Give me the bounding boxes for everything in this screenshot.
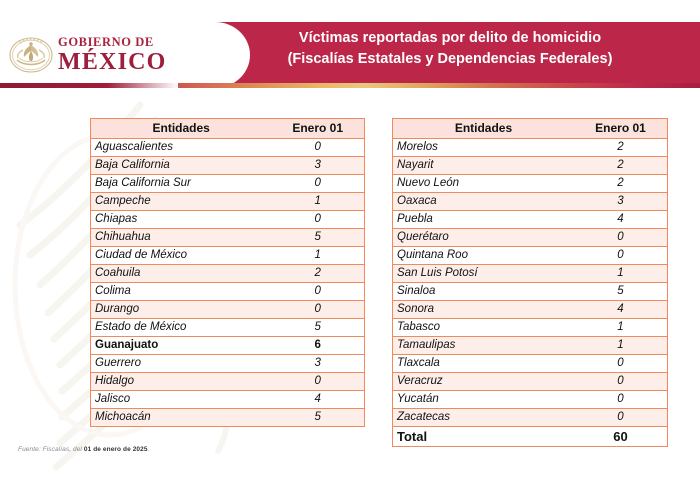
table-left-body	[91, 139, 365, 427]
cell-entidad: Jalisco	[91, 391, 272, 409]
cell-valor: 5	[574, 283, 668, 301]
cell-entidad: Tabasco	[393, 319, 575, 337]
cell-entidad: Sinaloa	[393, 283, 575, 301]
table-right-body	[393, 139, 668, 447]
table-row	[393, 175, 668, 193]
table-row	[393, 265, 668, 283]
cell-entidad: Sonora	[393, 301, 575, 319]
table-row	[91, 193, 365, 211]
source-note-suffix: .	[147, 446, 150, 453]
table-row	[393, 391, 668, 409]
table-right-head	[393, 119, 668, 139]
table-row	[91, 319, 365, 337]
cell-valor: 0	[271, 211, 364, 229]
page-title-line-2: (Fiscalías Estatales y Dependencias Federales)	[287, 51, 613, 68]
cell-entidad: Quintana Roo	[393, 247, 575, 265]
table-row	[393, 373, 668, 391]
table-row	[393, 139, 668, 157]
cell-valor: 2	[271, 265, 364, 283]
cell-valor: 3	[271, 355, 364, 373]
cell-entidad: Ciudad de México	[91, 247, 272, 265]
cell-entidad: Coahuila	[91, 265, 272, 283]
table-row	[393, 193, 668, 211]
cell-valor: 0	[574, 409, 668, 427]
cell-entidad: Aguascalientes	[91, 139, 272, 157]
source-note-prefix: Fuente: Fiscalías, del	[18, 446, 84, 453]
cell-valor: 4	[271, 391, 364, 409]
table-row	[91, 355, 365, 373]
table-row	[91, 175, 365, 193]
table-row	[393, 301, 668, 319]
table-row	[91, 157, 365, 175]
cell-entidad: Guanajuato	[91, 337, 272, 355]
cell-valor: 0	[574, 229, 668, 247]
cell-valor: 1	[271, 193, 364, 211]
table-header-row	[393, 119, 668, 139]
table-row	[91, 265, 365, 283]
table-left-head	[91, 119, 365, 139]
cell-valor: 0	[271, 175, 364, 193]
cell-entidad: Querétaro	[393, 229, 575, 247]
cell-entidad: Morelos	[393, 139, 575, 157]
cell-entidad: San Luis Potosí	[393, 265, 575, 283]
table-row	[91, 373, 365, 391]
cell-entidad: Nuevo León	[393, 175, 575, 193]
cell-valor: 2	[574, 175, 668, 193]
column-header-enero-01: Enero 01	[574, 119, 668, 139]
gobierno-de-mexico-logo	[8, 25, 198, 85]
table-row	[393, 229, 668, 247]
cell-entidad: Yucatán	[393, 391, 575, 409]
logo-line-gobierno-de: GOBIERNO DE	[58, 35, 154, 50]
table-row	[91, 229, 365, 247]
source-note	[18, 446, 149, 453]
source-note-date: 01 de enero de 2025	[83, 446, 148, 453]
cell-entidad: Chihuahua	[91, 229, 272, 247]
cell-entidad: Chiapas	[91, 211, 272, 229]
cell-valor: 5	[271, 229, 364, 247]
cell-valor: 0	[271, 373, 364, 391]
table-row	[393, 409, 668, 427]
cell-valor: 1	[574, 265, 668, 283]
cell-entidad: Durango	[91, 301, 272, 319]
cell-valor: 0	[574, 373, 668, 391]
cell-entidad: Colima	[91, 283, 272, 301]
table-row	[91, 337, 365, 355]
table-row	[393, 319, 668, 337]
table-left	[90, 118, 365, 427]
table-row	[393, 283, 668, 301]
cell-valor: 3	[574, 193, 668, 211]
page-header	[0, 22, 700, 88]
cell-valor: 4	[574, 211, 668, 229]
table-row	[393, 157, 668, 175]
cell-entidad: Baja California Sur	[91, 175, 272, 193]
table-right	[392, 118, 668, 447]
cell-total-value: 60	[574, 427, 668, 447]
column-header-enero-01: Enero 01	[271, 119, 364, 139]
cell-entidad: Puebla	[393, 211, 575, 229]
homicide-table-left	[90, 118, 365, 427]
cell-entidad: Nayarit	[393, 157, 575, 175]
cell-valor: 0	[574, 247, 668, 265]
cell-entidad: Baja California	[91, 157, 272, 175]
cell-total-label: Total	[393, 427, 575, 447]
cell-entidad: Veracruz	[393, 373, 575, 391]
cell-valor: 0	[271, 139, 364, 157]
cell-valor: 0	[271, 283, 364, 301]
cell-valor: 5	[271, 409, 364, 427]
table-total-row	[393, 427, 668, 447]
table-row	[91, 139, 365, 157]
table-row	[393, 211, 668, 229]
cell-valor: 5	[271, 319, 364, 337]
table-row	[393, 337, 668, 355]
table-row	[91, 301, 365, 319]
cell-valor: 0	[574, 355, 668, 373]
cell-entidad: Tlaxcala	[393, 355, 575, 373]
cell-entidad: Oaxaca	[393, 193, 575, 211]
cell-entidad: Estado de México	[91, 319, 272, 337]
cell-valor: 2	[574, 157, 668, 175]
table-row	[91, 283, 365, 301]
cell-valor: 1	[574, 337, 668, 355]
homicide-table-right	[392, 118, 668, 447]
mexico-coat-of-arms-icon	[8, 32, 54, 78]
cell-valor: 1	[271, 247, 364, 265]
cell-valor: 0	[574, 391, 668, 409]
cell-entidad: Michoacán	[91, 409, 272, 427]
column-header-entidades: Entidades	[393, 119, 575, 139]
table-row	[91, 211, 365, 229]
cell-entidad: Guerrero	[91, 355, 272, 373]
cell-entidad: Hidalgo	[91, 373, 272, 391]
page-title	[210, 28, 690, 70]
logo-line-mexico: MÉXICO	[58, 48, 167, 75]
table-row	[91, 409, 365, 427]
cell-valor: 3	[271, 157, 364, 175]
page-title-line-1: Víctimas reportadas por delito de homicidio	[298, 30, 602, 46]
table-header-row	[91, 119, 365, 139]
table-row	[393, 355, 668, 373]
cell-valor: 1	[574, 319, 668, 337]
table-row	[91, 247, 365, 265]
cell-entidad: Zacatecas	[393, 409, 575, 427]
cell-valor: 4	[574, 301, 668, 319]
column-header-entidades: Entidades	[91, 119, 272, 139]
cell-entidad: Tamaulipas	[393, 337, 575, 355]
cell-valor: 2	[574, 139, 668, 157]
cell-valor: 0	[271, 301, 364, 319]
table-row	[393, 247, 668, 265]
table-row	[91, 391, 365, 409]
cell-entidad: Campeche	[91, 193, 272, 211]
cell-valor: 6	[271, 337, 364, 355]
